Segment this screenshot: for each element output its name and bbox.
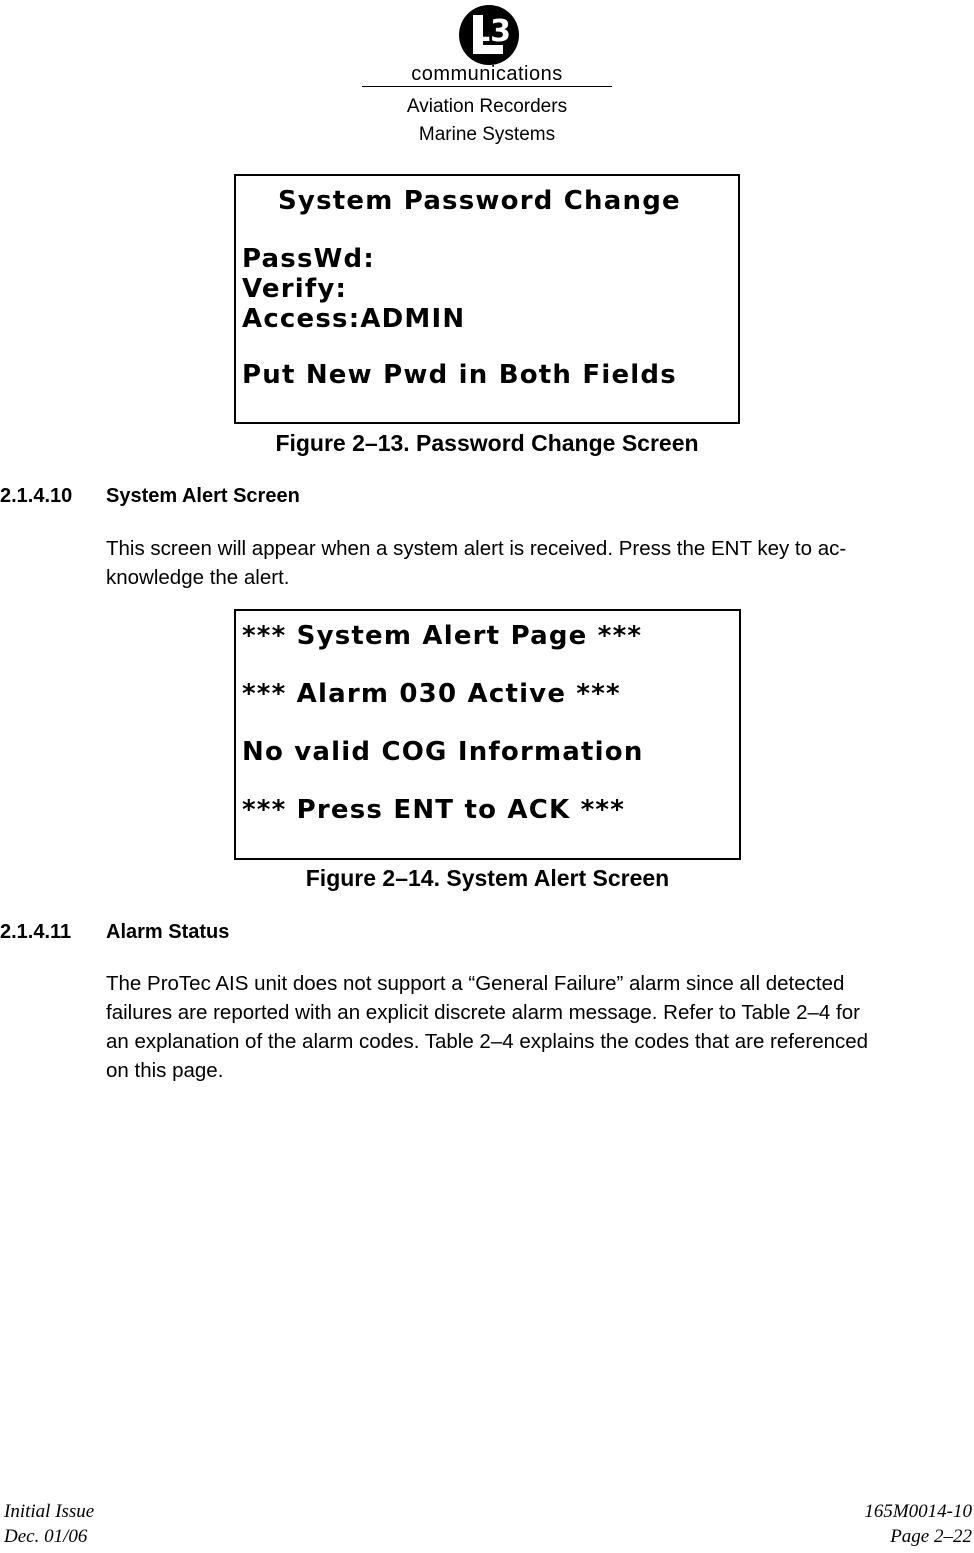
paragraph-line: failures are reported with an explicit discrete alarm message. Refer to Table 2–4 for [106, 1001, 860, 1024]
header-division-1: Aviation Recorders [406, 96, 568, 117]
lcd-line: *** Press ENT to ACK *** [242, 795, 625, 825]
footer-doc-number: 165M0014-10 [864, 1501, 972, 1522]
footer-page-number: Page 2–22 [890, 1526, 972, 1547]
lcd-line: Verify: [242, 274, 348, 304]
figure-caption: Figure 2–13. Password Change Screen [275, 430, 699, 456]
paragraph-line: an explanation of the alarm codes. Table 2–4 explains the codes that are referenced [106, 1030, 869, 1053]
section-number: 2.1.4.11 [0, 921, 72, 943]
lcd-line: *** System Alert Page *** [242, 621, 643, 651]
lcd-line: PassWd: [242, 244, 375, 274]
lcd-line: No valid COG Information [242, 737, 644, 767]
section-title: System Alert Screen [106, 485, 300, 507]
paragraph-line: This screen will appear when a system alert is received. Press the ENT key to ac- [106, 537, 847, 560]
lcd-line: *** Alarm 030 Active *** [242, 679, 621, 709]
lcd-line: System Password Change [278, 186, 681, 216]
password-change-screen [234, 174, 740, 424]
paragraph-line: on this page. [106, 1059, 224, 1082]
lcd-line: Put New Pwd in Both Fields [242, 360, 677, 390]
paragraph-line: The ProTec AIS unit does not support a “General Failure” alarm since all detected [106, 972, 845, 995]
body-paragraph [106, 534, 846, 592]
header-rule [362, 86, 612, 87]
logo-text: L3 [471, 14, 511, 49]
section-number: 2.1.4.10 [0, 485, 73, 507]
section-title: Alarm Status [106, 921, 230, 943]
footer-date: Dec. 01/06 [4, 1526, 88, 1547]
header-division-2: Marine Systems [418, 124, 556, 145]
footer-issue: Initial Issue [4, 1501, 95, 1522]
body-paragraph [106, 969, 868, 1085]
figure-caption: Figure 2–14. System Alert Screen [305, 865, 670, 891]
system-alert-screen [234, 609, 741, 860]
lcd-line: Access:ADMIN [242, 304, 466, 334]
logo-wordmark: communications [411, 63, 563, 85]
paragraph-line: knowledge the alert. [106, 566, 290, 589]
l3-logo-icon [456, 4, 522, 66]
